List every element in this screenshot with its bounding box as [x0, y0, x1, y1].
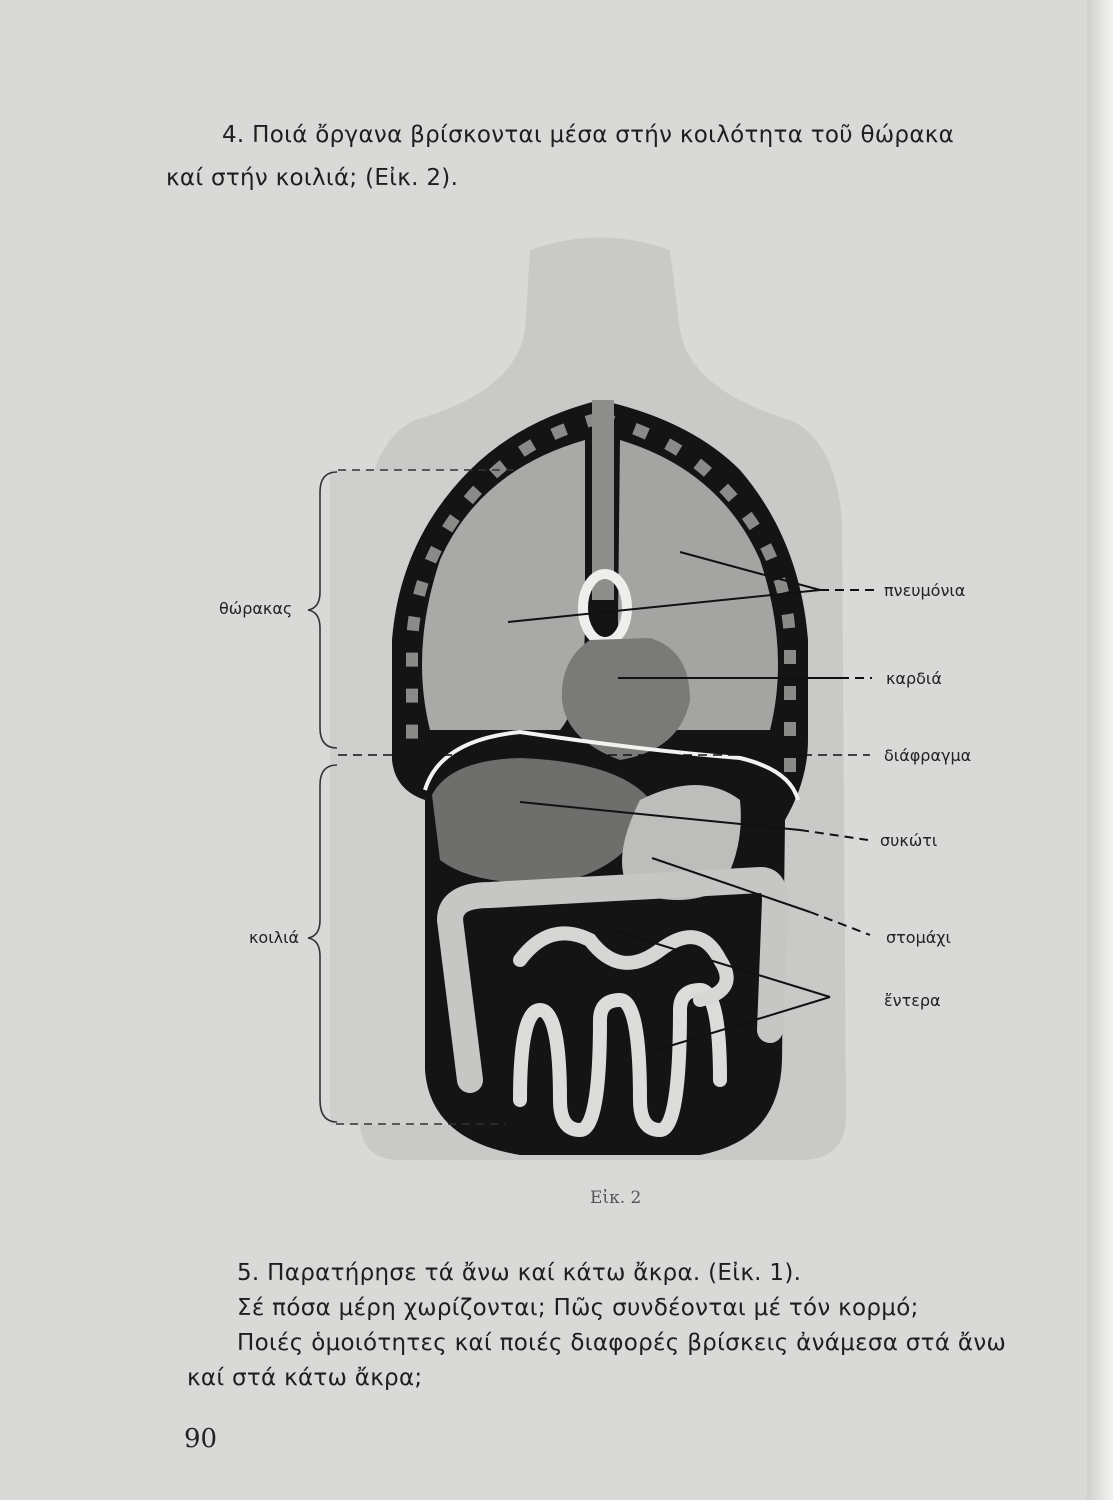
- label-heart: καρδιά: [886, 669, 942, 688]
- question-5-line-1: 5. Παρατήρησε τά ἄνω καί κάτω ἄκρα. (Εἰκ. 1).: [237, 1260, 802, 1286]
- label-stomach: στομάχι: [886, 928, 951, 947]
- label-abdomen: κοιλιά: [249, 928, 300, 947]
- question-4-line-1: 4. Ποιά ὄργανα βρίσκονται μέσα στήν κοιλότητα τοῦ θώρακα: [222, 122, 955, 148]
- page-number: 90: [184, 1424, 218, 1454]
- question-5-line-3: Ποιές ὁμοιότητες καί ποιές διαφορές βρίσκεις ἀνάμεσα στά ἄνω: [237, 1330, 1007, 1356]
- question-5-line-2: Σέ πόσα μέρη χωρίζονται; Πῶς συνδέονται μέ τόν κορμό;: [237, 1295, 919, 1321]
- label-lungs: πνευμόνια: [884, 581, 966, 600]
- question-4-line-2: καί στήν κοιλιά; (Εἰκ. 2).: [166, 165, 459, 191]
- question-5-line-4: καί στά κάτω ἄκρα;: [187, 1365, 423, 1391]
- label-thorax: θώρακας: [219, 599, 293, 618]
- label-intestines: ἔντερα: [884, 991, 941, 1010]
- label-liver: συκώτι: [880, 831, 938, 850]
- label-diaphragm: διάφραγμα: [884, 746, 972, 765]
- figure-caption: Εἰκ. 2: [590, 1188, 642, 1208]
